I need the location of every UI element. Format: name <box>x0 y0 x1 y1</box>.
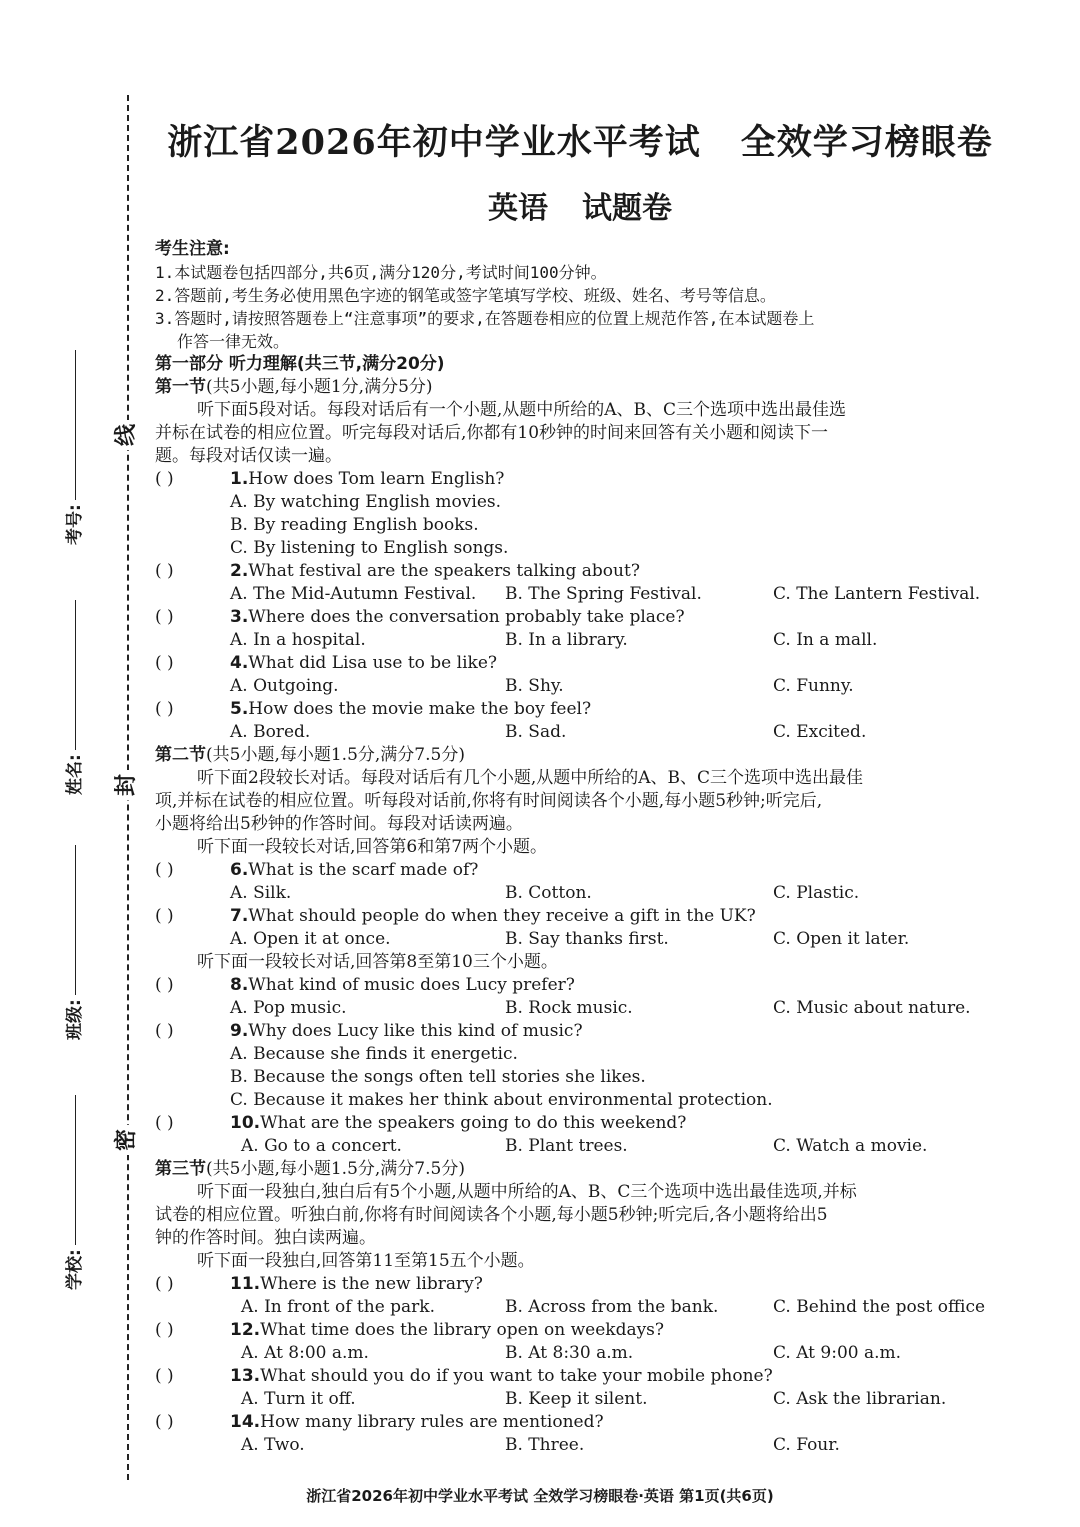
answer-bracket[interactable]: ( ) <box>155 699 174 719</box>
option-a: A. In front of the park. <box>241 1297 436 1317</box>
section-label: 第一节 <box>155 377 206 397</box>
question-11 <box>155 1273 1010 1296</box>
question-number: 3. <box>230 607 249 627</box>
field-class <box>60 970 85 1040</box>
option-row <box>155 1135 1010 1158</box>
notice-heading: 考生注意: <box>155 239 230 259</box>
section-detail: (共5小题,每小题1.5分,满分7.5分) <box>206 745 465 765</box>
question-text: Where does the conversation probably take place? <box>248 607 685 627</box>
question-number: 5. <box>230 699 249 719</box>
answer-bracket[interactable]: ( ) <box>155 906 174 926</box>
option-c: C. Open it later. <box>773 929 910 949</box>
field-school <box>60 1220 85 1290</box>
notice-item: 作答一律无效。 <box>177 332 290 351</box>
question-number: 4. <box>230 653 249 673</box>
question-number: 8. <box>230 975 249 995</box>
question-text: What did Lisa use to be like? <box>248 653 497 673</box>
answer-bracket[interactable]: ( ) <box>155 607 174 627</box>
part1-heading: 第一部分 听力理解(共三节,满分20分) <box>155 354 445 374</box>
option-row <box>155 1434 1010 1457</box>
option-b: B. Cotton. <box>505 883 592 903</box>
question-text: What are the speakers going to do this weekend? <box>260 1113 687 1133</box>
option-b: B. In a library. <box>505 630 628 650</box>
question-text: Where is the new library? <box>260 1274 483 1294</box>
section1-instructions: 并标在试卷的相应位置。听完每段对话后,你都有10秒钟的时间来回答有关小题和阅读下一 <box>155 423 829 443</box>
question-number: 6. <box>230 860 249 880</box>
question-number: 11. <box>230 1274 261 1294</box>
option-c: C. The Lantern Festival. <box>773 584 981 604</box>
question-text: How does Tom learn English? <box>248 469 505 489</box>
question-number: 9. <box>230 1021 249 1041</box>
answer-bracket[interactable]: ( ) <box>155 1320 174 1340</box>
section2-sub-instruction: 听下面一段较长对话,回答第8至第10三个小题。 <box>197 952 558 972</box>
option-b: B. Across from the bank. <box>505 1297 719 1317</box>
option-row <box>155 514 1010 537</box>
answer-bracket[interactable]: ( ) <box>155 469 174 489</box>
option-row <box>155 1089 1010 1112</box>
page-subtitle <box>150 183 1010 227</box>
option-c: C. Four. <box>773 1435 840 1455</box>
option-b: B. Three. <box>505 1435 585 1455</box>
field-label: 班级: <box>65 999 85 1040</box>
option-a: A. At 8:00 a.m. <box>241 1343 369 1363</box>
option-c: C. Plastic. <box>773 883 860 903</box>
notice-item: 3.答题时,请按照答题卷上“注意事项”的要求,在答题卷相应的位置上规范作答,在本试题卷上 <box>155 309 815 328</box>
question-text: Why does Lucy like this kind of music? <box>248 1021 583 1041</box>
question-1 <box>155 468 1010 491</box>
answer-bracket[interactable]: ( ) <box>155 1412 174 1432</box>
question-number: 12. <box>230 1320 261 1340</box>
question-number: 2. <box>230 561 249 581</box>
field-label: 姓名: <box>65 754 85 795</box>
question-3 <box>155 606 1010 629</box>
section3-sub-instruction: 听下面一段独白,回答第11至第15五个小题。 <box>197 1251 535 1271</box>
option-a: A. Outgoing. <box>230 676 339 696</box>
option-b: B. At 8:30 a.m. <box>505 1343 634 1363</box>
title-exam: 浙江省2026年初中学业水平考试 <box>167 122 701 163</box>
answer-bracket[interactable]: ( ) <box>155 1366 174 1386</box>
question-13 <box>155 1365 1010 1388</box>
answer-bracket[interactable]: ( ) <box>155 1274 174 1294</box>
option-row <box>155 928 1010 951</box>
question-14 <box>155 1411 1010 1434</box>
option-c: C. At 9:00 a.m. <box>773 1343 902 1363</box>
section2-sub-instruction: 听下面一段较长对话,回答第6和第7两个小题。 <box>197 837 548 857</box>
option-c: C. Funny. <box>773 676 854 696</box>
option-row <box>155 997 1010 1020</box>
option-a: A. The Mid-Autumn Festival. <box>230 584 477 604</box>
paper-type-label: 试题卷 <box>582 191 672 226</box>
option-row <box>155 583 1010 606</box>
option-b: B. Keep it silent. <box>505 1389 648 1409</box>
option-row <box>155 537 1010 560</box>
option-b: B. The Spring Festival. <box>505 584 702 604</box>
question-number: 7. <box>230 906 249 926</box>
option-row <box>155 1388 1010 1411</box>
section3-heading <box>155 1158 1010 1181</box>
answer-bracket[interactable]: ( ) <box>155 653 174 673</box>
binding-word-feng: 封 <box>112 770 142 800</box>
answer-bracket[interactable]: ( ) <box>155 860 174 880</box>
section1-instructions: 题。每段对话仅读一遍。 <box>155 446 342 466</box>
section-label: 第三节 <box>155 1159 206 1179</box>
question-6 <box>155 859 1010 882</box>
option-row <box>155 1342 1010 1365</box>
option-c: C. Music about nature. <box>773 998 971 1018</box>
option-row <box>155 629 1010 652</box>
blank-line <box>75 600 76 750</box>
option-b: B. By reading English books. <box>230 515 479 535</box>
option-c: C. By listening to English songs. <box>230 538 509 558</box>
section2-instructions: 小题将给出5秒钟的作答时间。每段对话读两遍。 <box>155 814 523 834</box>
option-a: A. Turn it off. <box>241 1389 356 1409</box>
section1-instructions: 听下面5段对话。每段对话后有一个小题,从题中所给的A、B、C三个选项中选出最佳选 <box>197 400 846 420</box>
option-c: C. Ask the librarian. <box>773 1389 947 1409</box>
subject-label: 英语 <box>488 191 548 226</box>
option-c: C. Because it makes her think about environmental protection. <box>230 1090 773 1110</box>
question-12 <box>155 1319 1010 1342</box>
option-row <box>155 491 1010 514</box>
option-a: A. Go to a concert. <box>241 1136 402 1156</box>
question-text: What kind of music does Lucy prefer? <box>248 975 575 995</box>
section3-instructions: 钟的作答时间。独白读两遍。 <box>155 1228 376 1248</box>
title-series: 全效学习榜眼卷 <box>740 122 993 163</box>
option-c: C. Watch a movie. <box>773 1136 928 1156</box>
option-a: A. Open it at once. <box>230 929 391 949</box>
notice-item: 2.答题前,考生务必使用黑色字迹的钢笔或签字笔填写学校、班级、姓名、考号等信息。 <box>155 286 776 305</box>
option-row <box>155 1066 1010 1089</box>
option-row <box>155 721 1010 744</box>
option-a: A. Bored. <box>230 722 311 742</box>
page-footer: 浙江省2026年初中学业水平考试 全效学习榜眼卷·英语 第1页(共6页) <box>306 1487 774 1505</box>
question-8 <box>155 974 1010 997</box>
answer-bracket[interactable]: ( ) <box>155 1113 174 1133</box>
question-text: What should people do when they receive a gift in the UK? <box>248 906 756 926</box>
option-c: C. Excited. <box>773 722 867 742</box>
section-detail: (共5小题,每小题1.5分,满分7.5分) <box>206 1159 465 1179</box>
option-row <box>155 1043 1010 1066</box>
question-text: How many library rules are mentioned? <box>260 1412 604 1432</box>
question-7 <box>155 905 1010 928</box>
section2-heading <box>155 744 1010 767</box>
exam-content <box>155 238 1010 1457</box>
section2-instructions: 听下面2段较长对话。每段对话后有几个小题,从题中所给的A、B、C三个选项中选出最佳 <box>197 768 863 788</box>
option-b: B. Say thanks first. <box>505 929 669 949</box>
blank-line <box>75 1095 76 1245</box>
option-a: A. By watching English movies. <box>230 492 502 512</box>
answer-bracket[interactable]: ( ) <box>155 975 174 995</box>
option-a: A. Because she finds it energetic. <box>230 1044 518 1064</box>
field-label: 考号: <box>65 504 85 545</box>
question-text: What should you do if you want to take your mobile phone? <box>260 1366 773 1386</box>
question-10 <box>155 1112 1010 1135</box>
option-row <box>155 675 1010 698</box>
field-name <box>60 725 85 795</box>
option-b: B. Rock music. <box>505 998 633 1018</box>
question-2 <box>155 560 1010 583</box>
option-a: A. Silk. <box>230 883 292 903</box>
field-exam-number <box>60 475 85 545</box>
question-number: 10. <box>230 1113 261 1133</box>
page-title <box>150 115 1010 165</box>
question-text: What time does the library open on weekdays? <box>260 1320 665 1340</box>
option-b: B. Because the songs often tell stories she likes. <box>230 1067 646 1087</box>
question-text: What festival are the speakers talking about? <box>248 561 640 581</box>
question-text: How does the movie make the boy feel? <box>248 699 592 719</box>
question-9 <box>155 1020 1010 1043</box>
option-row <box>155 882 1010 905</box>
question-number: 14. <box>230 1412 261 1432</box>
option-b: B. Sad. <box>505 722 567 742</box>
option-b: B. Plant trees. <box>505 1136 628 1156</box>
option-a: A. In a hospital. <box>230 630 366 650</box>
blank-line <box>75 350 76 500</box>
option-c: C. Behind the post office <box>773 1297 986 1317</box>
section-label: 第二节 <box>155 745 206 765</box>
section3-instructions: 试卷的相应位置。听独白前,你将有时间阅读各个小题,每小题5秒钟;听完后,各小题将给出5 <box>155 1205 828 1225</box>
answer-bracket[interactable]: ( ) <box>155 1021 174 1041</box>
option-a: A. Two. <box>241 1435 305 1455</box>
option-row <box>155 1296 1010 1319</box>
option-a: A. Pop music. <box>230 998 347 1018</box>
question-number: 13. <box>230 1366 261 1386</box>
question-5 <box>155 698 1010 721</box>
blank-line <box>75 845 76 995</box>
section2-instructions: 项,并标在试卷的相应位置。听每段对话前,你将有时间阅读各个小题,每小题5秒钟;听完后, <box>155 791 823 811</box>
section3-instructions: 听下面一段独白,独白后有5个小题,从题中所给的A、B、C三个选项中选出最佳选项,并标 <box>197 1182 857 1202</box>
notice-item: 1.本试题卷包括四部分,共6页,满分120分,考试时间100分钟。 <box>155 263 607 282</box>
answer-bracket[interactable]: ( ) <box>155 561 174 581</box>
binding-word-mi: 密 <box>112 1125 142 1155</box>
question-number: 1. <box>230 469 249 489</box>
question-text: What is the scarf made of? <box>248 860 479 880</box>
section1-heading <box>155 376 1010 399</box>
option-c: C. In a mall. <box>773 630 878 650</box>
field-label: 学校: <box>65 1249 85 1290</box>
option-b: B. Shy. <box>505 676 564 696</box>
question-4 <box>155 652 1010 675</box>
section-detail: (共5小题,每小题1分,满分5分) <box>206 377 433 397</box>
binding-word-xian: 线 <box>112 420 142 450</box>
